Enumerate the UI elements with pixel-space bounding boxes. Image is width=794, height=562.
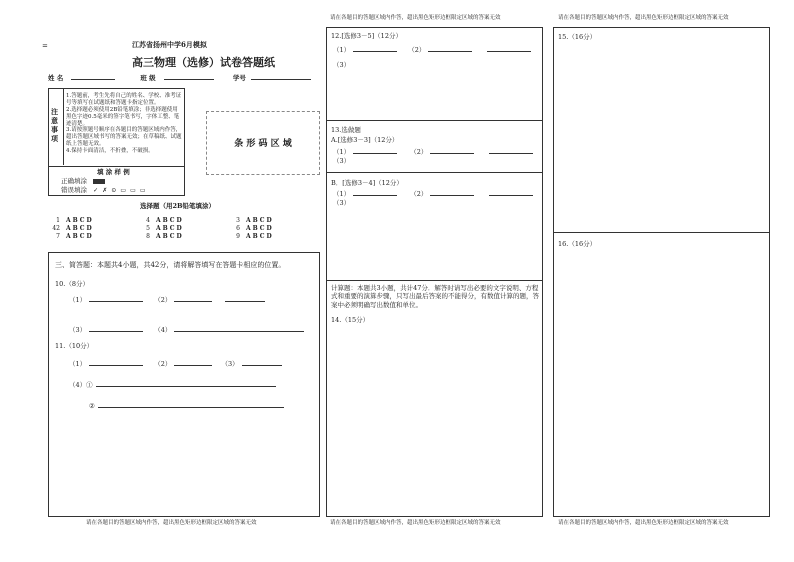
mc-group-3 bbox=[228, 217, 274, 241]
col2-footer-note: 请在各题目的答题区域内作答，超出黑色矩形边框限定区域的答案无效 bbox=[330, 520, 501, 526]
answer-line[interactable] bbox=[98, 401, 284, 408]
q13a-q13b-divider bbox=[327, 172, 542, 173]
mc-option-d[interactable]: D bbox=[176, 225, 182, 232]
q13-calc-divider bbox=[327, 280, 542, 281]
mc-option-c[interactable]: C bbox=[79, 217, 85, 224]
mc-question-number: 5 bbox=[146, 225, 150, 232]
answer-line[interactable] bbox=[242, 359, 282, 366]
answer-line[interactable] bbox=[353, 189, 397, 196]
q11-row-1 bbox=[69, 359, 285, 368]
wrong-mark-box-icon: ▭ bbox=[139, 187, 146, 194]
q15-heading: 15.（16分） bbox=[558, 33, 597, 41]
mc-question-number: 42 bbox=[52, 225, 60, 232]
mc-option-c[interactable]: C bbox=[169, 217, 175, 224]
mc-option-c[interactable]: C bbox=[79, 225, 85, 232]
correct-fill-row bbox=[61, 177, 105, 185]
mc-option-a[interactable]: A bbox=[156, 233, 161, 240]
name-field[interactable] bbox=[71, 73, 115, 80]
calc-section-title: 计算题：本题共3小题，共计47分．解答时请写出必要的文字说明、方程式和重要的演算步骤，只写出最后答案的不能得分，有数值计算的题，答案中必须明确写出数值和单位。 bbox=[331, 284, 539, 309]
id-label: 学号 bbox=[232, 74, 246, 82]
fill-example-title: 填 涂 样 例 bbox=[97, 168, 130, 176]
mc-option-a[interactable]: A bbox=[246, 233, 251, 240]
mc-option-b[interactable]: B bbox=[252, 217, 258, 224]
answer-line[interactable] bbox=[174, 325, 304, 332]
q10-item-label: （3） bbox=[69, 326, 87, 334]
q13a-item-label: （2） bbox=[410, 148, 428, 156]
q14-heading: 14.（15分） bbox=[331, 316, 370, 324]
mc-option-d[interactable]: D bbox=[86, 225, 92, 232]
mc-option-b[interactable]: B bbox=[162, 225, 168, 232]
wrong-mark-box-icon: ▭ bbox=[130, 187, 136, 194]
q11-heading: 11.（10分） bbox=[55, 342, 94, 350]
class-label: 班 级 bbox=[140, 74, 156, 82]
page-title: 高三物理（选修）试卷答题纸 bbox=[132, 56, 275, 69]
answer-line[interactable] bbox=[174, 359, 212, 366]
q13b-heading: B．[选修3－4]（12分） bbox=[331, 179, 403, 187]
notice-item: 2.选择题必须使用2B铅笔填涂；非选择题使用黑色字迹0.5毫米的签字笔书写，字体工整、笔迹清楚。 bbox=[66, 106, 180, 127]
mc-option-c[interactable]: C bbox=[169, 225, 175, 232]
notice-divider bbox=[63, 89, 64, 165]
q12-heading: 12.[选修3－5]（12分） bbox=[331, 32, 402, 40]
q12-item-label: （2） bbox=[408, 46, 426, 54]
mc-option-a[interactable]: A bbox=[156, 225, 161, 232]
q13b-item-label: （1） bbox=[333, 190, 351, 198]
mc-option-d[interactable]: D bbox=[86, 233, 92, 240]
mc-group-1 bbox=[48, 217, 94, 241]
notice-example-divider bbox=[49, 166, 184, 167]
q13b-row-1 bbox=[333, 189, 536, 198]
mc-option-b[interactable]: B bbox=[162, 217, 168, 224]
mc-question-number: 9 bbox=[236, 233, 240, 240]
student-info-row bbox=[48, 73, 314, 82]
id-field[interactable] bbox=[251, 73, 311, 80]
mc-option-d[interactable]: D bbox=[266, 217, 272, 224]
mc-question-number: 1 bbox=[56, 217, 60, 224]
q11-row-3 bbox=[89, 401, 287, 410]
answer-line[interactable] bbox=[489, 189, 533, 196]
equals-mark: = bbox=[42, 42, 48, 50]
q12-item-3: （3） bbox=[333, 61, 351, 69]
q11-item-label: （1） bbox=[69, 360, 87, 368]
col3-footer-note: 请在各题目的答题区域内作答，超出黑色矩形边框限定区域的答案无效 bbox=[558, 520, 729, 526]
notice-item: 3.请按照题号顺序在各题目的答题区域内作答，超出答题区域书写的答案无效；在草稿纸、试题纸上答题无效。 bbox=[66, 127, 182, 148]
notice-side-label: 注意事项 bbox=[51, 107, 58, 143]
q11-item-label: （4）① bbox=[69, 381, 93, 389]
q13a-item-label: （1） bbox=[333, 148, 351, 156]
answer-line[interactable] bbox=[225, 295, 265, 302]
mc-option-b[interactable]: B bbox=[72, 225, 78, 232]
q13a-heading: A.[选修3－3]（12分） bbox=[331, 136, 399, 144]
wrong-mark-circle-icon: ⊙ bbox=[111, 187, 117, 194]
mc-option-d[interactable]: D bbox=[266, 233, 272, 240]
school-name: 江苏省扬州中学6月模拟 bbox=[132, 40, 207, 49]
q10-row-2 bbox=[69, 325, 307, 334]
q13b-item-3: （3） bbox=[333, 199, 351, 207]
q16-heading: 16.（16分） bbox=[558, 240, 597, 248]
q13b-item-label: （2） bbox=[410, 190, 428, 198]
q11-row-2 bbox=[69, 380, 279, 389]
q12-q13-divider bbox=[327, 120, 542, 121]
short-answer-title: 三、简答题：本题共4小题，共42分，请将解答填写在答题卡相应的位置。 bbox=[55, 261, 286, 269]
answer-line[interactable] bbox=[428, 45, 472, 52]
answer-line[interactable] bbox=[89, 325, 143, 332]
mc-title: 选择题（用2B铅笔填涂） bbox=[140, 202, 216, 210]
col2-top-note: 请在各题目的答题区域内作答，超出黑色矩形边框限定区域的答案无效 bbox=[330, 15, 501, 21]
mc-question-number: 3 bbox=[236, 217, 240, 224]
notice-item: 1.答题前，考生先将自己的姓名、学校、准考证号等填写在试题纸和答题卡指定位置。 bbox=[66, 93, 182, 106]
q15-q16-divider bbox=[554, 232, 769, 233]
col1-footer-note: 请在各题目的答题区域内作答，超出黑色矩形边框限定区域的答案无效 bbox=[86, 520, 257, 526]
q11-item-label: （3） bbox=[221, 360, 239, 368]
q10-item-label: （1） bbox=[69, 296, 87, 304]
correct-fill-label: 正确填涂 bbox=[61, 177, 87, 185]
mc-question-number: 6 bbox=[236, 225, 240, 232]
name-label: 姓 名 bbox=[48, 74, 64, 82]
short-answer-box bbox=[48, 252, 320, 517]
mc-question-number: 8 bbox=[146, 233, 150, 240]
answer-line[interactable] bbox=[174, 295, 212, 302]
answer-line[interactable] bbox=[489, 147, 533, 154]
mc-option-d[interactable]: D bbox=[176, 233, 182, 240]
mc-question-number: 7 bbox=[56, 233, 60, 240]
wrong-mark-box-icon: ▭ bbox=[120, 187, 127, 194]
q12-row-1 bbox=[333, 45, 534, 54]
q13a-row-1 bbox=[333, 147, 536, 156]
mc-option-b[interactable]: B bbox=[72, 233, 78, 240]
answer-line[interactable] bbox=[89, 359, 143, 366]
barcode-area bbox=[206, 111, 320, 175]
q10-item-label: （4） bbox=[154, 326, 172, 334]
mc-option-a[interactable]: A bbox=[66, 225, 71, 232]
q13a-item-3: （3） bbox=[333, 157, 351, 165]
notice-item: 4.保持卡面清洁，不折叠，不破损。 bbox=[66, 148, 154, 154]
mc-option-b[interactable]: B bbox=[72, 217, 78, 224]
notice-items bbox=[66, 93, 182, 155]
q11-item-label: ② bbox=[89, 402, 95, 410]
answer-line[interactable] bbox=[353, 147, 397, 154]
mc-option-d[interactable]: D bbox=[266, 225, 272, 232]
barcode-label: 条 形 码 区 域 bbox=[234, 139, 292, 149]
correct-fill-mark bbox=[93, 179, 105, 184]
q11-item-label: （2） bbox=[154, 360, 172, 368]
q10-heading: 10.（8分） bbox=[55, 280, 89, 288]
notice-box bbox=[48, 88, 185, 196]
mc-option-c[interactable]: C bbox=[79, 233, 85, 240]
mc-option-b[interactable]: B bbox=[252, 233, 258, 240]
col3-top-note: 请在各题目的答题区域内作答，超出黑色矩形边框限定区域的答案无效 bbox=[558, 15, 729, 21]
wrong-fill-label: 错误填涂 bbox=[61, 186, 87, 194]
answer-line[interactable] bbox=[96, 380, 276, 387]
mc-option-a[interactable]: A bbox=[66, 233, 71, 240]
mc-option-a[interactable]: A bbox=[246, 225, 251, 232]
mc-option-a[interactable]: A bbox=[66, 217, 71, 224]
class-field[interactable] bbox=[164, 73, 214, 80]
q13-heading: 13.选做题 bbox=[331, 126, 361, 134]
mc-option-c[interactable]: C bbox=[259, 233, 265, 240]
wrong-mark-check-icon: ✓ bbox=[93, 187, 99, 194]
q12-item-label: （1） bbox=[333, 46, 351, 54]
answer-line[interactable] bbox=[430, 189, 474, 196]
mc-option-c[interactable]: C bbox=[259, 217, 265, 224]
mc-option-a[interactable]: A bbox=[156, 217, 161, 224]
mc-option-d[interactable]: D bbox=[176, 217, 182, 224]
col3-answer-box bbox=[553, 27, 770, 517]
answer-line[interactable] bbox=[487, 45, 531, 52]
mc-option-d[interactable]: D bbox=[86, 217, 92, 224]
q10-item-label: （2） bbox=[154, 296, 172, 304]
mc-option-a[interactable]: A bbox=[246, 217, 251, 224]
answer-line[interactable] bbox=[430, 147, 474, 154]
col2-answer-box bbox=[326, 27, 543, 517]
mc-option-b[interactable]: B bbox=[162, 233, 168, 240]
wrong-mark-cross-icon: ✗ bbox=[102, 187, 108, 194]
mc-option-b[interactable]: B bbox=[252, 225, 258, 232]
answer-line[interactable] bbox=[89, 295, 143, 302]
answer-line[interactable] bbox=[353, 45, 397, 52]
wrong-fill-row bbox=[61, 186, 148, 195]
mc-option-c[interactable]: C bbox=[259, 225, 265, 232]
mc-option-c[interactable]: C bbox=[169, 233, 175, 240]
q10-row-1 bbox=[69, 295, 268, 304]
mc-question-number: 4 bbox=[146, 217, 150, 224]
mc-group-2 bbox=[138, 217, 184, 241]
